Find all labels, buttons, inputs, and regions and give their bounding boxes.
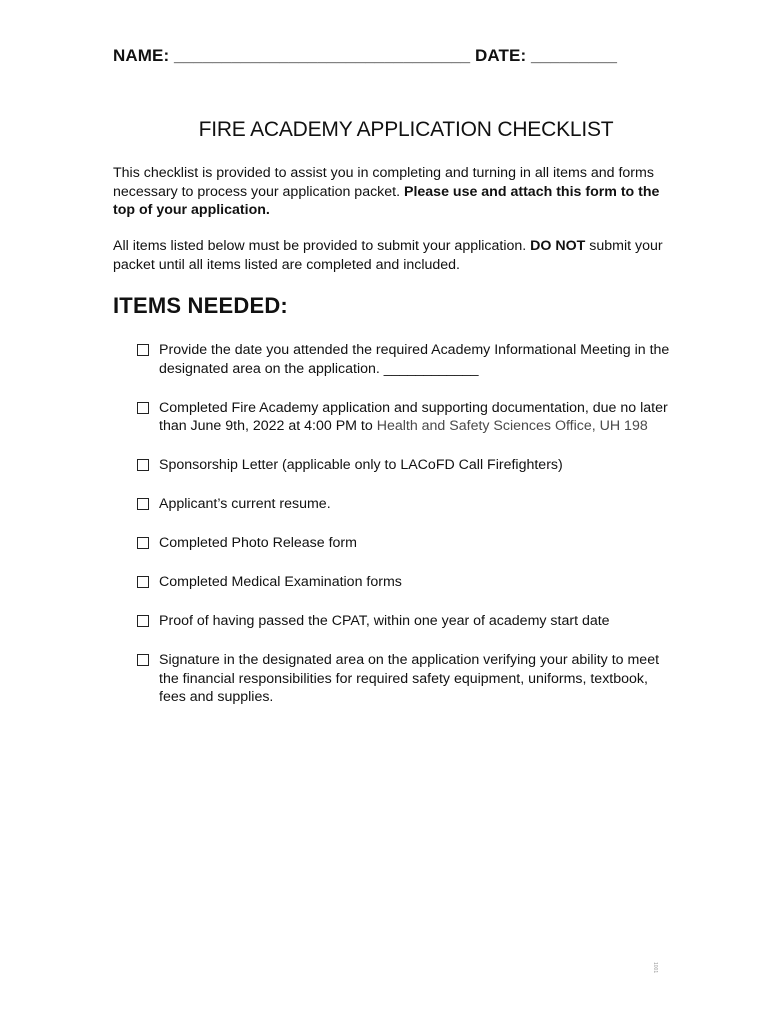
- checklist-item: [137, 573, 677, 592]
- checklist-item-text: Sponsorship Letter (applicable only to LACoFD Call Firefighters): [159, 457, 563, 473]
- hss-office-link[interactable]: Health and Safety Sciences: [376, 418, 551, 434]
- checkbox[interactable]: [137, 537, 149, 549]
- checklist-item-text: Completed Medical Examination forms: [159, 574, 402, 590]
- checklist-item: [137, 399, 677, 436]
- checklist-item: [137, 534, 677, 553]
- checklist-item-text: Completed Fire Academy application and supporting documentation, due no later than June 9th, 2022 at 4:00 PM to: [159, 399, 668, 434]
- checkbox[interactable]: [137, 615, 149, 627]
- items-needed-heading: ITEMS NEEDED:: [113, 293, 288, 318]
- checklist-item-text: Applicant’s current resume.: [159, 496, 331, 512]
- checklist-item: [137, 456, 677, 475]
- intro-p1-bold: Please use and attach this form to the top of your application.: [113, 183, 660, 218]
- checklist-item-text: Provide the date you attended the required Academy Informational Meeting in the designated area on the application. ____________: [159, 342, 670, 377]
- intro-p2-bold: DO NOT: [530, 238, 586, 254]
- intro-paragraph-2: [113, 237, 673, 274]
- checklist-item-text-after: Office, UH 198: [551, 418, 648, 434]
- checkbox[interactable]: [137, 459, 149, 471]
- checkbox[interactable]: [137, 344, 149, 356]
- page-mark: 1001: [652, 962, 658, 974]
- checkbox[interactable]: [137, 576, 149, 588]
- checklist-item: [137, 495, 677, 514]
- checklist-item-text: Proof of having passed the CPAT, within one year of academy start date: [159, 613, 610, 629]
- page-title: FIRE ACADEMY APPLICATION CHECKLIST: [198, 118, 614, 141]
- checklist-item: [137, 651, 677, 707]
- checkbox[interactable]: [137, 402, 149, 414]
- checklist-item: [137, 341, 677, 378]
- name-date-line: NAME: _______________________________ DATE: _________: [113, 46, 618, 65]
- checkbox[interactable]: [137, 498, 149, 510]
- checklist-item: [137, 612, 677, 631]
- intro-p1-text: This checklist is provided to assist you in completing and turning in all items and forms necessary to process your application packet.: [113, 165, 654, 200]
- checklist-item-text: Signature in the designated area on the application verifying your ability to meet the financial responsibilities for required safety equipment, uniforms, textbook, fees and supplies.: [159, 652, 660, 705]
- intro-paragraph-1: [113, 164, 673, 220]
- checkbox[interactable]: [137, 654, 149, 666]
- items-checklist: [137, 341, 677, 727]
- checklist-item-text: Completed Photo Release form: [159, 535, 357, 551]
- intro-p2-rest: submit your packet until all items listed are completed and included.: [113, 238, 663, 273]
- intro-p2-text: All items listed below must be provided to submit your application.: [113, 238, 531, 254]
